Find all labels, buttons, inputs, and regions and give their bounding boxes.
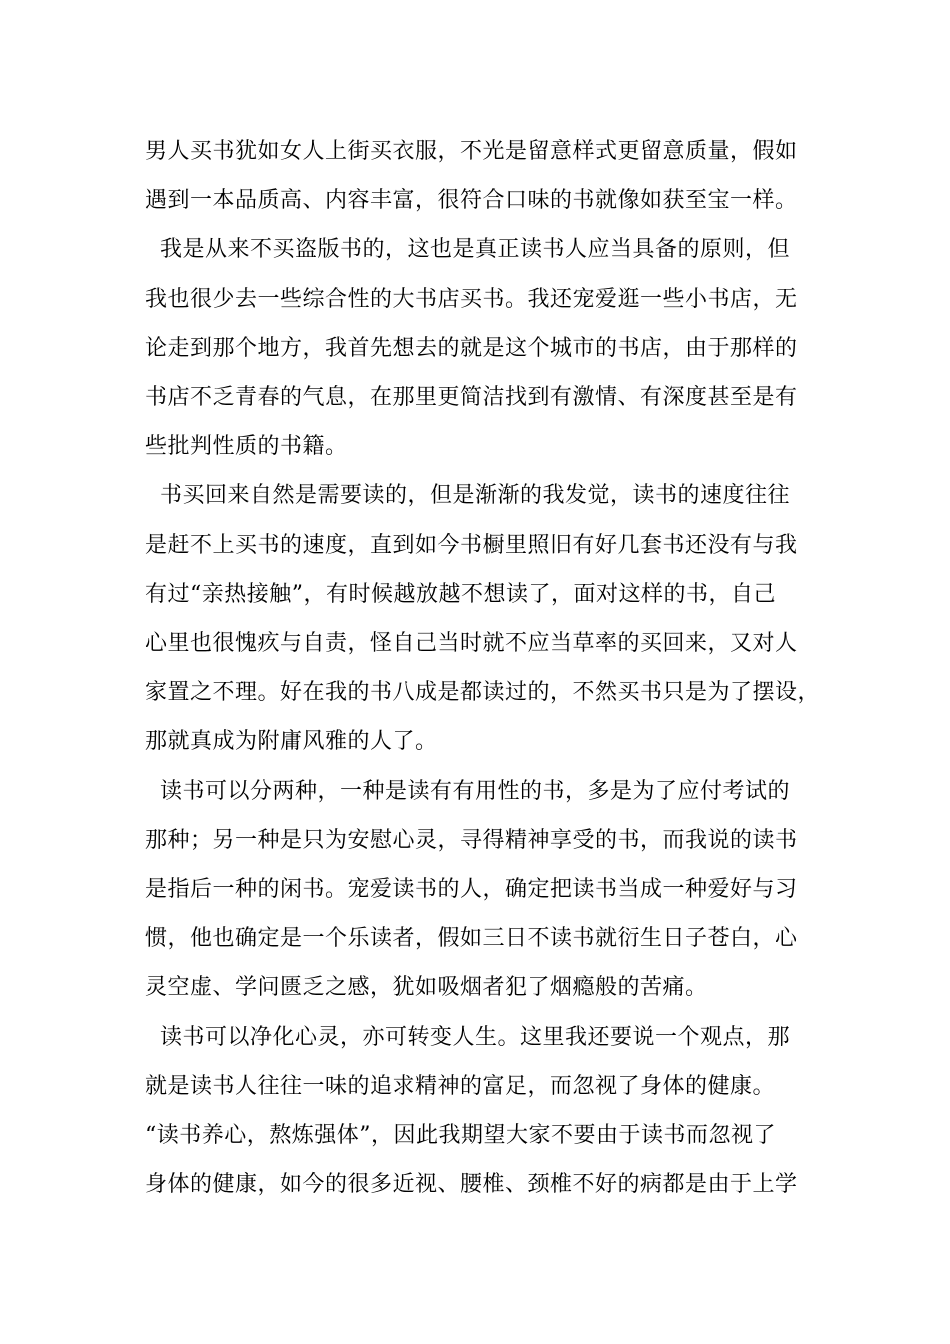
paragraph-3: 书买回来自然是需要读的，但是渐渐的我发觉，读书的速度往往 是赶不上买书的速度，直到如今书橱里照旧有好几套书还没有与我 有过“亲热接触”，有时候越放越不想读了，面对这样的书，自己 心里也很愧疚与自责，怪自己当时就不应当草率的买回来，又对人 家置之不理。好在我的书八成是都读过的，不然买书只是为了摆设， 那就真成为附庸风雅的人了。 — [145, 483, 821, 755]
paragraph-5: 读书可以净化心灵，亦可转变人生。这里我还要说一个观点，那 就是读书人往往一味的追求精神的富足，而忽视了身体的健康。 “读书养心，熬炼强体”，因此我期望大家不要由于读书而忽视了 身体的健康，如今的很多近视、腰椎、颈椎不好的病都是由于上学 — [145, 1024, 798, 1198]
paragraph-1: 男人买书犹如女人上街买衣服，不光是留意样式更留意质量，假如 遇到一本品质高、内容丰富，很符合口味的书就像如获至宝一样。 — [145, 139, 798, 214]
document-body — [145, 127, 825, 1209]
paragraph-4: 读书可以分两种，一种是读有有用性的书，多是为了应付考试的 那种；另一种是只为安慰心灵，寻得精神享受的书，而我说的读书 是指后一种的闲书。宠爱读书的人，确定把读书当成一种爱好与习 惯，他也确定是一个乐读者，假如三日不读书就衍生日子苍白，心 灵空虚、学问匮乏之感，犹如吸烟者犯了烟瘾般的苦痛。 — [145, 778, 798, 1001]
paragraph-2: 我是从来不买盗版书的，这也是真正读书人应当具备的原则，但 我也很少去一些综合性的大书店买书。我还宠爱逛一些小书店，无 论走到那个地方，我首先想去的就是这个城市的书店，由于那样的 书店不乏青春的气息，在那里更简洁找到有激情、有深度甚至是有 些批判性质的书籍。 — [145, 237, 798, 460]
